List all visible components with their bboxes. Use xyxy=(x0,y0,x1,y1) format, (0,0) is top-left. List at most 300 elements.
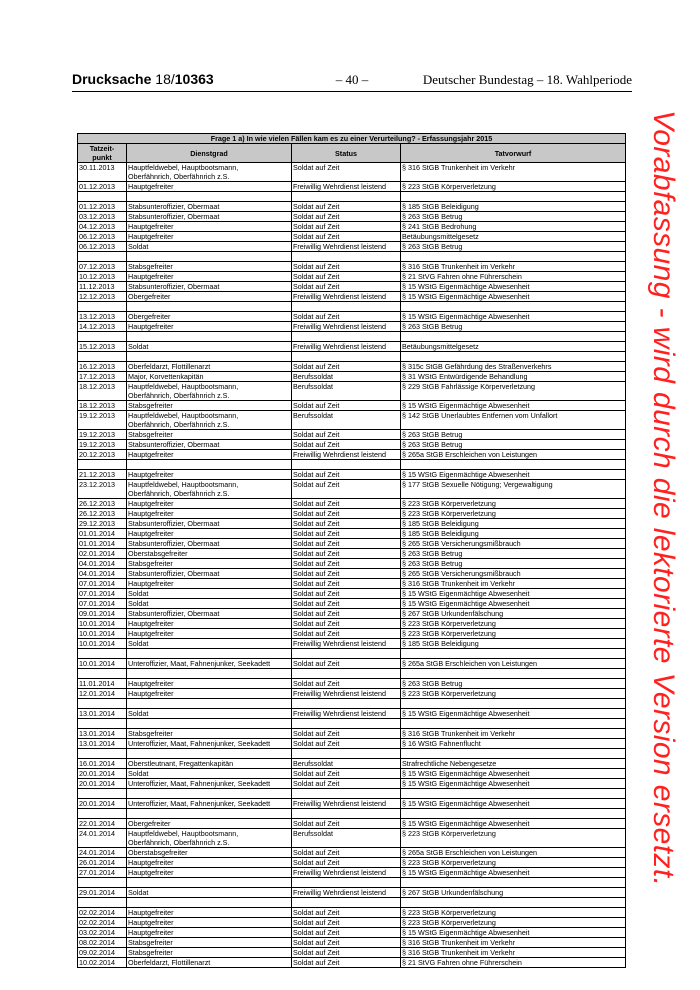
cell-offense: § 15 WStG Eigenmächtige Abwesenheit xyxy=(401,928,626,938)
cell-date: 29.12.2013 xyxy=(78,519,127,529)
table-row xyxy=(78,799,626,809)
table-row xyxy=(78,599,626,609)
cell-status: Soldat auf Zeit xyxy=(292,202,401,212)
cell-date: 19.12.2013 xyxy=(78,411,127,430)
empty-cell xyxy=(127,252,292,262)
cell-offense: § 15 WStG Eigenmächtige Abwesenheit xyxy=(401,312,626,322)
page-header xyxy=(72,71,632,89)
cell-date: 04.01.2014 xyxy=(78,559,127,569)
cell-rank: Soldat xyxy=(127,599,292,609)
cell-rank: Oberstleutnant, Fregattenkapitän xyxy=(127,759,292,769)
empty-cell xyxy=(78,669,127,679)
cell-date: 01.01.2014 xyxy=(78,529,127,539)
cell-status: Freiwillig Wehrdienst leistend xyxy=(292,292,401,302)
cell-status: Freiwillig Wehrdienst leistend xyxy=(292,689,401,699)
cell-status: Soldat auf Zeit xyxy=(292,609,401,619)
convictions-table xyxy=(77,133,626,968)
table-row xyxy=(78,232,626,242)
table-row xyxy=(78,272,626,282)
cell-offense: § 223 StGB Körperverletzung xyxy=(401,908,626,918)
cell-rank: Hauptgefreiter xyxy=(127,322,292,332)
cell-offense: Strafrechtliche Nebengesetze xyxy=(401,759,626,769)
cell-rank: Oberstabsgefreiter xyxy=(127,848,292,858)
cell-status: Freiwillig Wehrdienst leistend xyxy=(292,182,401,192)
cell-status: Berufssoldat xyxy=(292,759,401,769)
cell-offense: § 223 StGB Körperverletzung xyxy=(401,619,626,629)
cell-date: 13.12.2013 xyxy=(78,312,127,322)
cell-status: Soldat auf Zeit xyxy=(292,262,401,272)
cell-rank: Hauptgefreiter xyxy=(127,529,292,539)
cell-rank: Stabsunteroffizier, Obermaat xyxy=(127,569,292,579)
cell-date: 14.12.2013 xyxy=(78,322,127,332)
empty-cell xyxy=(292,699,401,709)
table-row xyxy=(78,709,626,719)
cell-rank: Stabsgefreiter xyxy=(127,262,292,272)
cell-offense: § 223 StGB Körperverletzung xyxy=(401,499,626,509)
cell-date: 16.12.2013 xyxy=(78,362,127,372)
cell-offense: § 265a StGB Erschleichen von Leistungen xyxy=(401,450,626,460)
cell-offense: § 267 StGB Urkundenfälschung xyxy=(401,888,626,898)
column-header-rank: Dienstgrad xyxy=(127,144,292,163)
cell-status: Freiwillig Wehrdienst leistend xyxy=(292,799,401,809)
cell-offense: Betäubungsmittelgesetz xyxy=(401,232,626,242)
cell-offense: § 142 StGB Unerlaubtes Entfernen vom Unfallort xyxy=(401,411,626,430)
empty-cell xyxy=(292,252,401,262)
table-row xyxy=(78,659,626,669)
cell-offense: § 15 WStG Eigenmächtige Abwesenheit xyxy=(401,282,626,292)
cell-status: Soldat auf Zeit xyxy=(292,739,401,749)
table-row xyxy=(78,470,626,480)
cell-date: 08.02.2014 xyxy=(78,938,127,948)
cell-offense: § 15 WStG Eigenmächtige Abwesenheit xyxy=(401,292,626,302)
empty-cell xyxy=(78,749,127,759)
table-row xyxy=(78,312,626,322)
table-spacer-row xyxy=(78,252,626,262)
cell-offense: § 316 StGB Trunkenheit im Verkehr xyxy=(401,938,626,948)
empty-cell xyxy=(292,878,401,888)
empty-cell xyxy=(78,352,127,362)
table-row xyxy=(78,292,626,302)
table-spacer-row xyxy=(78,669,626,679)
cell-status: Soldat auf Zeit xyxy=(292,579,401,589)
cell-offense: § 316 StGB Trunkenheit im Verkehr xyxy=(401,163,626,182)
cell-status: Soldat auf Zeit xyxy=(292,519,401,529)
table-spacer-row xyxy=(78,460,626,470)
cell-date: 12.12.2013 xyxy=(78,292,127,302)
table-row xyxy=(78,539,626,549)
cell-rank: Hauptgefreiter xyxy=(127,679,292,689)
cell-offense: § 223 StGB Körperverletzung xyxy=(401,858,626,868)
table-row xyxy=(78,411,626,430)
empty-cell xyxy=(127,699,292,709)
empty-cell xyxy=(292,649,401,659)
cell-status: Soldat auf Zeit xyxy=(292,819,401,829)
cell-date: 12.01.2014 xyxy=(78,689,127,699)
cell-date: 07.01.2014 xyxy=(78,589,127,599)
empty-cell xyxy=(292,789,401,799)
empty-cell xyxy=(401,719,626,729)
cell-rank: Hauptgefreiter xyxy=(127,858,292,868)
cell-date: 30.11.2013 xyxy=(78,163,127,182)
empty-cell xyxy=(292,749,401,759)
cell-status: Soldat auf Zeit xyxy=(292,659,401,669)
table-row xyxy=(78,430,626,440)
cell-offense: § 15 WStG Eigenmächtige Abwesenheit xyxy=(401,589,626,599)
empty-cell xyxy=(401,878,626,888)
cell-date: 06.12.2013 xyxy=(78,242,127,252)
cell-date: 19.12.2013 xyxy=(78,440,127,450)
cell-status: Freiwillig Wehrdienst leistend xyxy=(292,888,401,898)
table-row xyxy=(78,579,626,589)
cell-rank: Obergefreiter xyxy=(127,819,292,829)
table-row xyxy=(78,499,626,509)
cell-rank: Stabsunteroffizier, Obermaat xyxy=(127,212,292,222)
empty-cell xyxy=(78,192,127,202)
table-row xyxy=(78,928,626,938)
empty-cell xyxy=(78,649,127,659)
table-row xyxy=(78,342,626,352)
cell-rank: Hauptgefreiter xyxy=(127,222,292,232)
cell-rank: Stabsgefreiter xyxy=(127,948,292,958)
cell-offense: § 21 StVG Fahren ohne Führerschein xyxy=(401,272,626,282)
cell-date: 13.01.2014 xyxy=(78,709,127,719)
table-row xyxy=(78,868,626,878)
cell-rank: Soldat xyxy=(127,589,292,599)
table-row xyxy=(78,559,626,569)
empty-cell xyxy=(78,789,127,799)
table-caption: Frage 1 a) In wie vielen Fällen kam es zu einer Verurteilung? - Erfassungsjahr 2015 xyxy=(78,134,626,144)
cell-offense: § 223 StGB Körperverletzung xyxy=(401,629,626,639)
cell-offense: § 15 WStG Eigenmächtige Abwesenheit xyxy=(401,709,626,719)
cell-offense: § 316 StGB Trunkenheit im Verkehr xyxy=(401,262,626,272)
empty-cell xyxy=(78,332,127,342)
table-spacer-row xyxy=(78,898,626,908)
cell-status: Soldat auf Zeit xyxy=(292,362,401,372)
empty-cell xyxy=(127,302,292,312)
cell-status: Freiwillig Wehrdienst leistend xyxy=(292,709,401,719)
table-spacer-row xyxy=(78,809,626,819)
cell-offense: Betäubungsmittelgesetz xyxy=(401,342,626,352)
table-row xyxy=(78,938,626,948)
cell-status: Freiwillig Wehrdienst leistend xyxy=(292,450,401,460)
table-row xyxy=(78,212,626,222)
cell-offense: § 316 StGB Trunkenheit im Verkehr xyxy=(401,948,626,958)
cell-date: 21.12.2013 xyxy=(78,470,127,480)
table-row xyxy=(78,242,626,252)
cell-status: Soldat auf Zeit xyxy=(292,401,401,411)
cell-rank: Hauptfeldwebel, Hauptbootsmann, Oberfähnrich, Oberfähnrich z.S. xyxy=(127,411,292,430)
cell-status: Soldat auf Zeit xyxy=(292,549,401,559)
empty-cell xyxy=(127,898,292,908)
empty-cell xyxy=(292,669,401,679)
parliament-label: Deutscher Bundestag – 18. Wahlperiode xyxy=(422,72,632,87)
cell-offense: § 31 WStG Entwürdigende Behandlung xyxy=(401,372,626,382)
empty-cell xyxy=(292,332,401,342)
column-header-date: Tatzeit- punkt xyxy=(78,144,127,163)
table-row xyxy=(78,589,626,599)
empty-cell xyxy=(401,252,626,262)
cell-rank: Hauptgefreiter xyxy=(127,509,292,519)
cell-rank: Soldat xyxy=(127,709,292,719)
cell-date: 26.01.2014 xyxy=(78,858,127,868)
empty-cell xyxy=(292,460,401,470)
cell-status: Soldat auf Zeit xyxy=(292,848,401,858)
cell-date: 02.01.2014 xyxy=(78,549,127,559)
cell-date: 01.12.2013 xyxy=(78,182,127,192)
cell-date: 11.01.2014 xyxy=(78,679,127,689)
table-row xyxy=(78,182,626,192)
table-spacer-row xyxy=(78,789,626,799)
cell-date: 24.01.2014 xyxy=(78,829,127,848)
table-spacer-row xyxy=(78,302,626,312)
empty-cell xyxy=(401,649,626,659)
cell-rank: Soldat xyxy=(127,342,292,352)
cell-status: Soldat auf Zeit xyxy=(292,569,401,579)
cell-offense: § 16 WStG Fahnenflucht xyxy=(401,739,626,749)
cell-status: Soldat auf Zeit xyxy=(292,222,401,232)
cell-status: Soldat auf Zeit xyxy=(292,619,401,629)
table-row xyxy=(78,362,626,372)
empty-cell xyxy=(292,192,401,202)
empty-cell xyxy=(292,352,401,362)
cell-status: Soldat auf Zeit xyxy=(292,470,401,480)
empty-cell xyxy=(78,719,127,729)
cell-status: Soldat auf Zeit xyxy=(292,272,401,282)
cell-date: 20.01.2014 xyxy=(78,799,127,809)
cell-date: 23.12.2013 xyxy=(78,480,127,499)
empty-cell xyxy=(292,719,401,729)
cell-status: Soldat auf Zeit xyxy=(292,938,401,948)
cell-date: 15.12.2013 xyxy=(78,342,127,352)
empty-cell xyxy=(78,460,127,470)
cell-date: 03.12.2013 xyxy=(78,212,127,222)
cell-date: 24.01.2014 xyxy=(78,848,127,858)
cell-offense: § 223 StGB Körperverletzung xyxy=(401,829,626,848)
cell-offense: § 185 StGB Beleidigung xyxy=(401,202,626,212)
table-row xyxy=(78,918,626,928)
cell-rank: Stabsunteroffizier, Obermaat xyxy=(127,609,292,619)
cell-offense: § 229 StGB Fahrlässige Körperverletzung xyxy=(401,382,626,401)
cell-rank: Obergefreiter xyxy=(127,312,292,322)
table-row xyxy=(78,619,626,629)
cell-rank: Hauptgefreiter xyxy=(127,450,292,460)
empty-cell xyxy=(78,302,127,312)
table-spacer-row xyxy=(78,699,626,709)
cell-status: Soldat auf Zeit xyxy=(292,779,401,789)
cell-date: 11.12.2013 xyxy=(78,282,127,292)
table-spacer-row xyxy=(78,352,626,362)
cell-date: 26.12.2013 xyxy=(78,509,127,519)
cell-rank: Unteroffizier, Maat, Fahnenjunker, Seekadett xyxy=(127,739,292,749)
cell-date: 04.12.2013 xyxy=(78,222,127,232)
cell-date: 10.12.2013 xyxy=(78,272,127,282)
cell-date: 26.12.2013 xyxy=(78,499,127,509)
cell-date: 18.12.2013 xyxy=(78,401,127,411)
cell-rank: Stabsgefreiter xyxy=(127,559,292,569)
cell-date: 09.01.2014 xyxy=(78,609,127,619)
empty-cell xyxy=(401,898,626,908)
cell-date: 04.01.2014 xyxy=(78,569,127,579)
cell-status: Freiwillig Wehrdienst leistend xyxy=(292,322,401,332)
empty-cell xyxy=(292,809,401,819)
cell-date: 10.01.2014 xyxy=(78,629,127,639)
cell-status: Soldat auf Zeit xyxy=(292,918,401,928)
cell-date: 10.01.2014 xyxy=(78,639,127,649)
cell-rank: Oberstabsgefreiter xyxy=(127,549,292,559)
cell-status: Soldat auf Zeit xyxy=(292,928,401,938)
table-row xyxy=(78,262,626,272)
cell-rank: Hauptgefreiter xyxy=(127,182,292,192)
cell-offense: § 263 StGB Betrug xyxy=(401,430,626,440)
table-row xyxy=(78,888,626,898)
table-row xyxy=(78,282,626,292)
cell-rank: Stabsunteroffizier, Obermaat xyxy=(127,202,292,212)
table-row xyxy=(78,779,626,789)
table-row xyxy=(78,639,626,649)
empty-cell xyxy=(401,302,626,312)
cell-status: Freiwillig Wehrdienst leistend xyxy=(292,342,401,352)
cell-offense: § 185 StGB Beleidigung xyxy=(401,639,626,649)
empty-cell xyxy=(78,878,127,888)
column-header-status: Status xyxy=(292,144,401,163)
table-row xyxy=(78,382,626,401)
cell-date: 13.01.2014 xyxy=(78,739,127,749)
cell-rank: Stabsunteroffizier, Obermaat xyxy=(127,519,292,529)
table-row xyxy=(78,440,626,450)
column-header-offense: Tatvorwurf xyxy=(401,144,626,163)
cell-status: Soldat auf Zeit xyxy=(292,629,401,639)
cell-rank: Hauptgefreiter xyxy=(127,908,292,918)
cell-date: 01.12.2013 xyxy=(78,202,127,212)
table-row xyxy=(78,202,626,212)
table-row xyxy=(78,401,626,411)
empty-cell xyxy=(292,302,401,312)
cell-offense: § 263 StGB Betrug xyxy=(401,559,626,569)
cell-status: Soldat auf Zeit xyxy=(292,958,401,968)
cell-status: Berufssoldat xyxy=(292,382,401,401)
page-number: – 40 – xyxy=(335,72,369,87)
cell-date: 17.12.2013 xyxy=(78,372,127,382)
table-row xyxy=(78,958,626,968)
cell-rank: Hauptgefreiter xyxy=(127,619,292,629)
cell-offense: § 265a StGB Erschleichen von Leistungen xyxy=(401,659,626,669)
cell-rank: Soldat xyxy=(127,639,292,649)
empty-cell xyxy=(401,749,626,759)
cell-rank: Oberfeldarzt, Flottillenarzt xyxy=(127,958,292,968)
table-row xyxy=(78,480,626,499)
document-number: Drucksache 18/10363 xyxy=(72,71,214,87)
cell-offense: § 223 StGB Körperverletzung xyxy=(401,182,626,192)
empty-cell xyxy=(78,898,127,908)
cell-offense: § 263 StGB Betrug xyxy=(401,242,626,252)
header-rule xyxy=(72,91,632,92)
cell-offense: § 265 StGB Versicherungsmißbrauch xyxy=(401,539,626,549)
cell-status: Soldat auf Zeit xyxy=(292,499,401,509)
empty-cell xyxy=(78,699,127,709)
cell-status: Soldat auf Zeit xyxy=(292,440,401,450)
table-row xyxy=(78,819,626,829)
table-row xyxy=(78,372,626,382)
cell-date: 20.01.2014 xyxy=(78,769,127,779)
cell-rank: Unteroffizier, Maat, Fahnenjunker, Seekadett xyxy=(127,799,292,809)
empty-cell xyxy=(127,878,292,888)
cell-offense: § 15 WStG Eigenmächtige Abwesenheit xyxy=(401,868,626,878)
cell-status: Berufssoldat xyxy=(292,829,401,848)
cell-offense: § 223 StGB Körperverletzung xyxy=(401,689,626,699)
cell-offense: § 263 StGB Betrug xyxy=(401,549,626,559)
empty-cell xyxy=(401,809,626,819)
cell-offense: § 267 StGB Urkundenfälschung xyxy=(401,609,626,619)
cell-rank: Hauptgefreiter xyxy=(127,629,292,639)
cell-rank: Hauptfeldwebel, Hauptbootsmann, Oberfähnrich, Oberfähnrich z.S. xyxy=(127,382,292,401)
cell-offense: § 315c StGB Gefährdung des Straßenverkehrs xyxy=(401,362,626,372)
table-row xyxy=(78,759,626,769)
cell-date: 18.12.2013 xyxy=(78,382,127,401)
cell-rank: Unteroffizier, Maat, Fahnenjunker, Seekadett xyxy=(127,779,292,789)
table-row xyxy=(78,163,626,182)
empty-cell xyxy=(401,789,626,799)
cell-status: Soldat auf Zeit xyxy=(292,589,401,599)
cell-offense: § 15 WStG Eigenmächtige Abwesenheit xyxy=(401,599,626,609)
table-row xyxy=(78,322,626,332)
cell-rank: Major, Korvettenkapitän xyxy=(127,372,292,382)
table-row xyxy=(78,848,626,858)
cell-rank: Soldat xyxy=(127,242,292,252)
empty-cell xyxy=(127,352,292,362)
cell-status: Soldat auf Zeit xyxy=(292,679,401,689)
empty-cell xyxy=(401,192,626,202)
cell-rank: Soldat xyxy=(127,888,292,898)
cell-offense: § 223 StGB Körperverletzung xyxy=(401,918,626,928)
empty-cell xyxy=(127,192,292,202)
cell-status: Soldat auf Zeit xyxy=(292,729,401,739)
cell-status: Soldat auf Zeit xyxy=(292,539,401,549)
cell-offense: § 263 StGB Betrug xyxy=(401,322,626,332)
cell-rank: Obergefreiter xyxy=(127,292,292,302)
cell-offense: § 185 StGB Beleidigung xyxy=(401,529,626,539)
table-row xyxy=(78,908,626,918)
cell-status: Freiwillig Wehrdienst leistend xyxy=(292,242,401,252)
empty-cell xyxy=(127,749,292,759)
cell-rank: Oberfeldarzt, Flottillenarzt xyxy=(127,362,292,372)
table-row xyxy=(78,509,626,519)
cell-status: Soldat auf Zeit xyxy=(292,212,401,222)
empty-cell xyxy=(401,460,626,470)
table-spacer-row xyxy=(78,749,626,759)
table-row xyxy=(78,679,626,689)
table-body xyxy=(78,163,626,968)
cell-date: 10.02.2014 xyxy=(78,958,127,968)
cell-date: 02.02.2014 xyxy=(78,908,127,918)
empty-cell xyxy=(401,352,626,362)
table-row xyxy=(78,450,626,460)
cell-date: 19.12.2013 xyxy=(78,430,127,440)
table-row xyxy=(78,829,626,848)
cell-status: Freiwillig Wehrdienst leistend xyxy=(292,639,401,649)
cell-date: 01.01.2014 xyxy=(78,539,127,549)
cell-date: 07.12.2013 xyxy=(78,262,127,272)
cell-rank: Hauptgefreiter xyxy=(127,868,292,878)
empty-cell xyxy=(127,669,292,679)
empty-cell xyxy=(127,719,292,729)
empty-cell xyxy=(78,252,127,262)
cell-status: Soldat auf Zeit xyxy=(292,858,401,868)
cell-status: Soldat auf Zeit xyxy=(292,599,401,609)
cell-rank: Stabsgefreiter xyxy=(127,938,292,948)
cell-date: 20.01.2014 xyxy=(78,779,127,789)
cell-rank: Hauptgefreiter xyxy=(127,928,292,938)
table-row xyxy=(78,858,626,868)
